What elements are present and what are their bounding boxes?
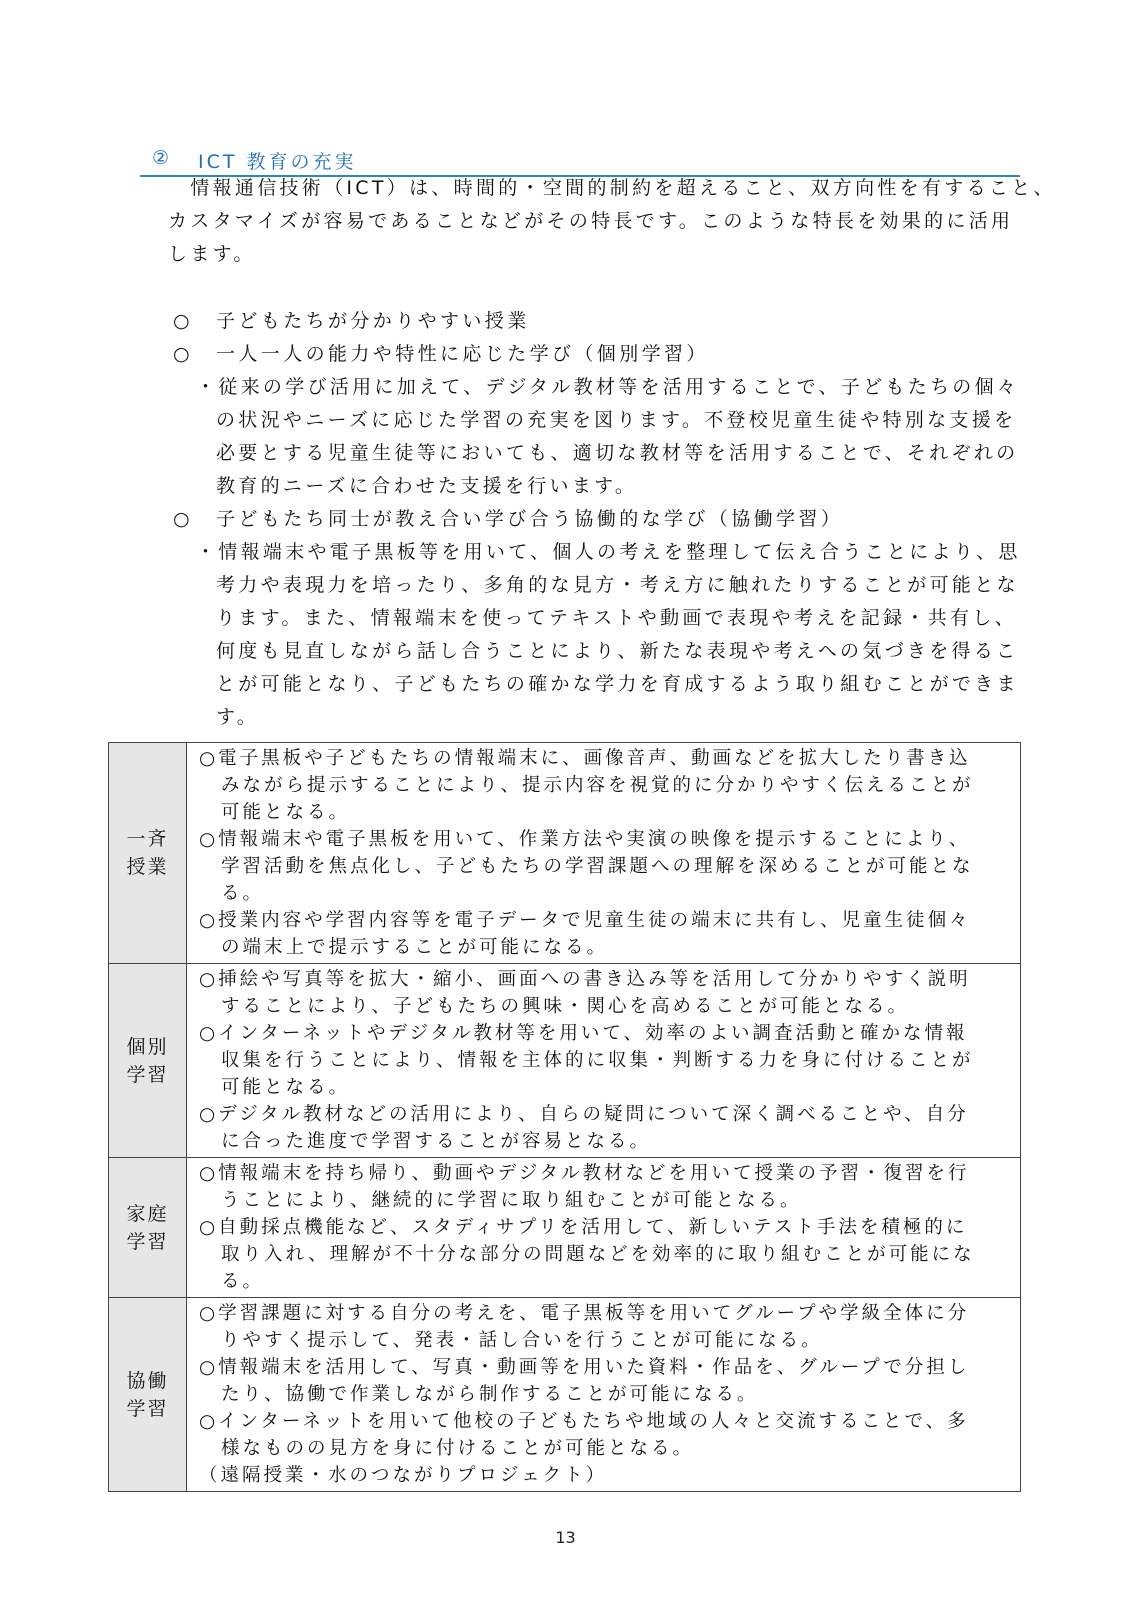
table-row (109, 743, 1021, 964)
category-label: 授業 (126, 856, 169, 878)
list-item: ○自動採点機能など、スタディサプリを活用して、新しいテスト手法を積極的に 取り入れ、理解が不十分な部分の問題などを効率的に取り組むことが可能にな る。 (199, 1217, 975, 1292)
list-item: ○学習課題に対する自分の考えを、電子黒板等を用いてグループや学級全体に分 りやすく提示して、発表・話し合いを行うことが可能になる。 (199, 1303, 970, 1351)
detail-line: の状況やニーズに応じた学習の充実を図ります。不登校児童生徒や特別な支援を (216, 409, 1017, 431)
list-item: ○授業内容や学習内容等を電子データで児童生徒の端末に共有し、児童生徒個々 の端末上で提示することが可能になる。 (199, 910, 971, 958)
intro-line: 情報通信技術（ICT）は、時間的・空間的制約を超えること、双方向性を有すること、 (168, 177, 1056, 199)
bullet-detail (196, 536, 1021, 734)
list-item: ○インターネットを用いて他校の子どもたちや地域の人々と交流することで、多 様なものの見方を身に付けることが可能となる。 （遠隔授業・水のつながりプロジェクト） (199, 1411, 969, 1486)
category-label: 一斉 (126, 828, 169, 850)
detail-line: 何度も見直しながら話し合うことにより、新たな表現や考えへの気づきを得るこ (216, 640, 1019, 662)
list-item: ○電子黒板や子どもたちの情報端末に、画像音声、動画などを拡大したり書き込 みながら提示することにより、提示内容を視覚的に分かりやすく伝えることが 可能となる。 (199, 748, 974, 823)
list-item: ○インターネットやデジタル教材等を用いて、効率のよい調査活動と確かな情報 収集を行うことにより、情報を主体的に収集・判断する力を身に付けることが 可能となる。 (199, 1023, 974, 1098)
table-row (109, 964, 1021, 1158)
list-item: ○情報端末を持ち帰り、動画やデジタル教材などを用いて授業の予習・復習を行 うことにより、継続的に学習に取り組むことが可能となる。 (199, 1163, 970, 1211)
category-label: 学習 (126, 1230, 169, 1253)
category-label: 家庭 (126, 1202, 169, 1225)
bullet-mark: ○ (173, 508, 190, 530)
detail-line: 必要とする児童生徒等においても、適切な教材等を活用することで、それぞれの (216, 442, 1019, 464)
category-label: 学習 (126, 1397, 169, 1420)
list-item: ○情報端末を活用して、写真・動画等を用いた資料・作品を、グループで分担し たり、協働で作業しながら制作することが可能になる。 (199, 1357, 970, 1405)
row-category (109, 743, 187, 964)
bullet-heading: 子どもたちが分かりやすい授業 (216, 310, 530, 332)
category-label: 個別 (126, 1035, 169, 1058)
detail-line: ・従来の学び活用に加えて、デジタル教材等を活用することで、子どもたちの個々 (196, 376, 1020, 398)
row-content (187, 964, 1021, 1158)
list-item: ○情報端末や電子黒板を用いて、作業方法や実演の映像を提示することにより、 学習活動を焦点化し、子どもたちの学習課題への理解を深めることが可能とな る。 (199, 829, 974, 904)
detail-line: ・情報端末や電子黒板等を用いて、個人の考えを整理して伝え合うことにより、思 (196, 541, 1021, 563)
category-label: 協働 (126, 1369, 169, 1392)
bullet-detail (196, 371, 1019, 503)
row-category (109, 964, 187, 1158)
detail-line: とが可能となり、子どもたちの確かな学力を育成するよう取り組むことができま (216, 673, 1019, 695)
section-title: ICT 教育の充実 (198, 151, 357, 173)
intro-line: カスタマイズが容易であることなどがその特長です。このような特長を効果的に活用 (168, 210, 1014, 232)
detail-line: す。 (216, 706, 260, 728)
ict-usage-table (108, 742, 1021, 1492)
bullet-mark: ○ (173, 343, 190, 365)
intro-line: します。 (168, 243, 256, 265)
list-item: ○挿絵や写真等を拡大・縮小、画面への書き込み等を活用して分かりやすく説明 することにより、子どもたちの興味・関心を高めることが可能となる。 (199, 969, 971, 1017)
row-content (187, 743, 1021, 964)
row-content (187, 1298, 1021, 1492)
row-category (109, 1298, 187, 1492)
row-category (109, 1158, 187, 1298)
table-row (109, 1298, 1021, 1492)
category-label: 学習 (126, 1063, 169, 1086)
section-number: ② (152, 147, 173, 169)
detail-line: 考力や表現力を培ったり、多角的な見方・考え方に触れたりすることが可能とな (216, 574, 1019, 596)
table-row (109, 1158, 1021, 1298)
bullet-heading: 子どもたち同士が教え合い学び合う協働的な学び（協働学習） (216, 508, 844, 530)
intro-paragraph (168, 172, 1056, 271)
row-content (187, 1158, 1021, 1298)
list-item: ○デジタル教材などの活用により、自らの疑問について深く調べることや、自分 に合った進度で学習することが容易となる。 (199, 1104, 969, 1152)
detail-line: ります。また、情報端末を使ってテキストや動画で表現や考えを記録・共有し、 (216, 607, 1017, 629)
bullet-heading: 一人一人の能力や特性に応じた学び（個別学習） (216, 343, 709, 365)
detail-line: 教育的ニーズに合わせた支援を行います。 (216, 475, 638, 497)
page-number: 13 (555, 1528, 576, 1547)
bullet-mark: ○ (173, 310, 190, 332)
